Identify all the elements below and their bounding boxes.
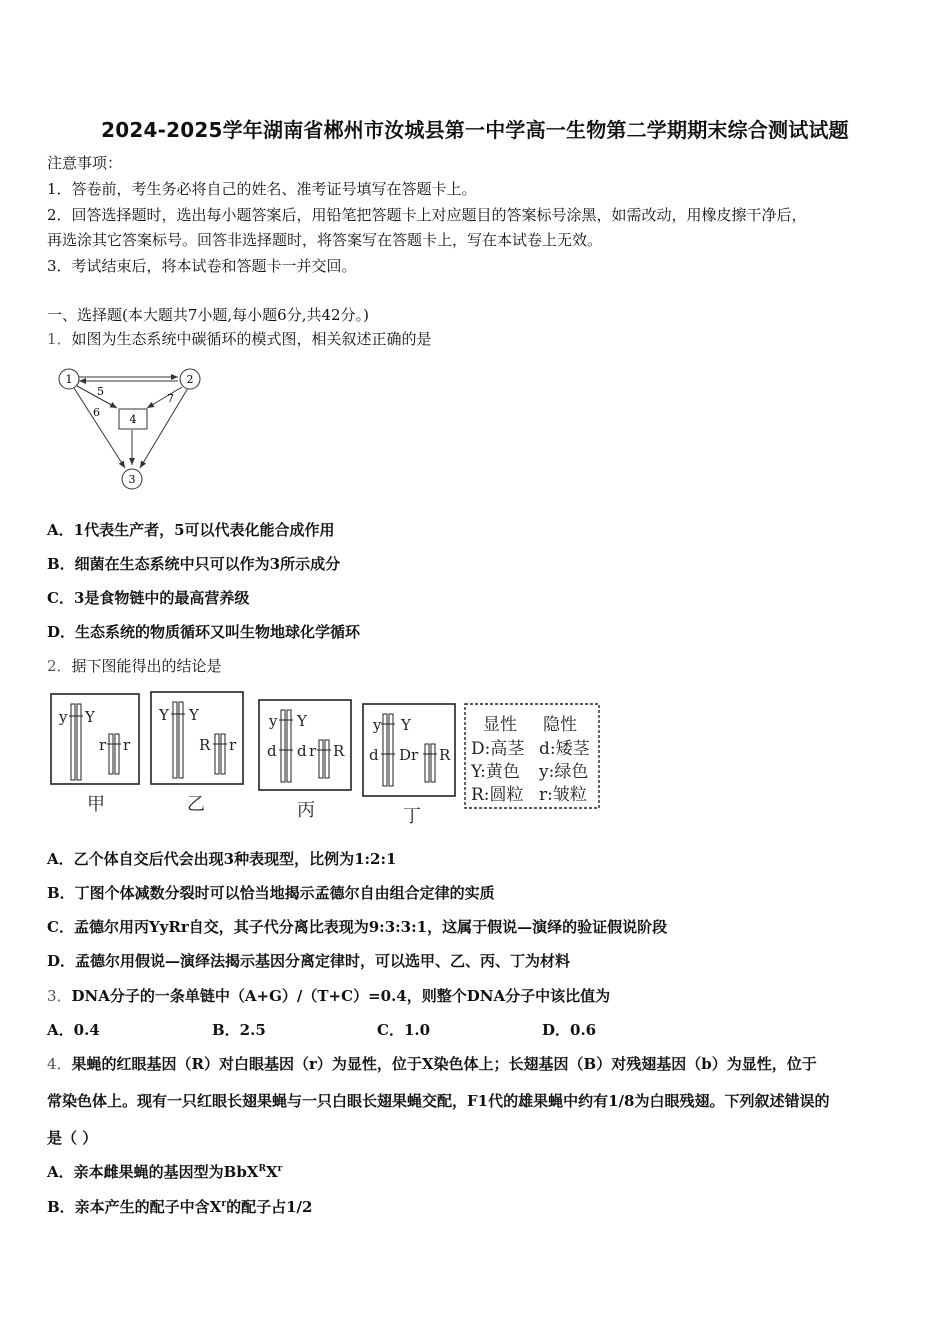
panel-bing-gene-2: Y <box>297 712 307 730</box>
legend-recessive-header: 隐性 <box>543 715 577 735</box>
notice-item-2: 2．回答选择题时，选出每小题答案后，用铅笔把答题卡上对应题目的答案标号涂黑，如需改动，用橡皮擦干净后， <box>47 206 807 224</box>
panel-jia <box>51 694 139 815</box>
q4-option-b-suffix: 的配子占1/2 <box>226 1198 313 1216</box>
panel-ding-gene-1: y <box>373 716 382 734</box>
question-2-stem <box>47 655 222 676</box>
panel-jia-label: 甲 <box>87 794 105 815</box>
section-heading: 一、选择题(本大题共7小题,每小题6分,共42分。) <box>47 306 369 324</box>
q4-option-a-sup-2: r <box>277 1164 283 1174</box>
legend-row-1-dominant: D:高茎 <box>471 739 525 759</box>
q4-option-a-sup-1: R <box>258 1164 266 1174</box>
panel-yi <box>151 692 243 815</box>
q4-option-a[interactable] <box>47 1161 282 1182</box>
legend-row-3-dominant: R:圆粒 <box>471 785 524 805</box>
panel-jia-gene-1: y <box>59 708 68 726</box>
panel-yi-gene-4: r <box>229 736 237 754</box>
q1-option-d[interactable]: D．生态系统的物质循环又叫生物地球化学循环 <box>47 623 361 641</box>
panel-jia-gene-4: r <box>123 736 131 754</box>
panel-yi-label: 乙 <box>187 794 205 815</box>
legend-row-2-recessive: y:绿色 <box>539 762 589 782</box>
panel-bing <box>259 700 351 821</box>
arrow-label-6: 6 <box>93 406 100 419</box>
panel-bing-gene-3: d <box>267 742 277 760</box>
question-1-text: 如图为生态系统中碳循环的模式图，相关叙述正确的是 <box>71 330 432 348</box>
q2-option-b[interactable]: B．丁图个体减数分裂时可以恰当地揭示孟德尔自由组合定律的实质 <box>47 884 495 902</box>
q3-option-a[interactable]: A．0.4 <box>47 1021 100 1039</box>
q4-option-a-text: A．亲本雌果蝇的基因型为BbX <box>47 1163 259 1181</box>
node-4-label: 4 <box>129 413 137 426</box>
arrow-label-5: 5 <box>97 385 104 398</box>
panel-bing-gene-6: R <box>333 742 345 760</box>
carbon-cycle-diagram <box>47 358 217 498</box>
panel-yi-gene-3: R <box>199 736 211 754</box>
question-4-number: 4． <box>47 1055 72 1073</box>
node-2-label: 2 <box>186 373 194 386</box>
panel-ding-gene-4: Dr <box>399 746 419 764</box>
panel-yi-gene-1: Y <box>159 706 169 724</box>
panel-jia-gene-2: Y <box>85 708 95 726</box>
panel-ding-gene-5: R <box>439 746 451 764</box>
legend-row-3-recessive: r:皱粒 <box>539 785 587 805</box>
arrow-2-to-4 <box>147 387 182 408</box>
gene-legend <box>465 704 599 808</box>
question-4-stem-line-2: 常染色体上。现有一只红眼长翅果蝇与一只白眼长翅果蝇交配，F1代的雄果蝇中约有1/8为白眼残翅。下列叙述错误的 <box>47 1092 830 1110</box>
node-3-label: 3 <box>128 473 136 486</box>
question-3-text: DNA分子的一条单链中（A+G）/（T+C）=0.4，则整个DNA分子中该比值为 <box>71 987 611 1005</box>
panel-yi-gene-2: Y <box>189 706 199 724</box>
q4-option-b-sup: r <box>221 1199 227 1209</box>
q3-option-c[interactable]: C．1.0 <box>377 1021 431 1039</box>
q4-option-a-mid: X <box>265 1163 278 1181</box>
q4-option-b-text: B．亲本产生的配子中含X <box>47 1198 222 1216</box>
legend-row-2-dominant: Y:黄色 <box>471 762 520 782</box>
q2-option-c[interactable]: C．孟德尔用丙YyRr自交，其子代分离比表现为9:3:3:1，这属于假说—演绎的验证假说阶段 <box>47 918 668 936</box>
notice-heading: 注意事项： <box>47 154 123 172</box>
panel-bing-gene-1: y <box>269 712 278 730</box>
question-4-stem-line-3: 是（ ） <box>47 1129 98 1147</box>
node-1-label: 1 <box>65 373 73 386</box>
question-1-number: 1． <box>47 330 72 348</box>
panel-bing-gene-4: d <box>297 742 307 760</box>
panel-bing-label: 丙 <box>297 800 315 821</box>
q1-option-c[interactable]: C．3是食物链中的最高营养级 <box>47 589 250 607</box>
panel-ding-gene-3: d <box>369 746 379 764</box>
legend-dominant-header: 显性 <box>483 715 517 735</box>
question-2-text: 据下图能得出的结论是 <box>71 657 222 675</box>
question-2-number: 2． <box>47 657 72 675</box>
panel-ding-gene-2: Y <box>401 716 411 734</box>
page-title: 2024-2025学年湖南省郴州市汝城县第一中学高一生物第二学期期末综合测试试题 <box>101 118 849 142</box>
q1-option-b[interactable]: B．细菌在生态系统中只可以作为3所示成分 <box>47 555 341 573</box>
arrow-1-to-3 <box>74 388 125 468</box>
q3-option-b[interactable]: B．2.5 <box>212 1021 266 1039</box>
panel-ding <box>363 704 455 827</box>
notice-item-2-continued: 再选涂其它答案标号。回答非选择题时，将答案写在答题卡上，写在本试卷上无效。 <box>47 231 603 249</box>
q2-option-a[interactable]: A．乙个体自交后代会出现3种表现型，比例为1:2:1 <box>47 850 397 868</box>
arrow-label-7: 7 <box>167 392 174 405</box>
q4-option-b[interactable] <box>47 1196 312 1217</box>
question-4-text-1: 果蝇的红眼基因（R）对白眼基因（r）为显性，位于X染色体上；长翅基因（B）对残翅基因（b）为显性，位于 <box>71 1055 817 1073</box>
panel-ding-label: 丁 <box>403 806 421 827</box>
question-3-stem <box>47 985 610 1006</box>
q3-option-d[interactable]: D．0.6 <box>542 1021 597 1039</box>
question-3-number: 3． <box>47 987 72 1005</box>
panel-bing-gene-5: r <box>309 742 317 760</box>
q2-option-d[interactable]: D．孟德尔用假说—演绎法揭示基因分离定律时，可以选甲、乙、丙、丁为材料 <box>47 952 571 970</box>
legend-row-1-recessive: d:矮茎 <box>539 739 590 759</box>
notice-item-3: 3．考试结束后，将本试卷和答题卡一并交回。 <box>47 257 357 275</box>
notice-item-1: 1．答卷前，考生务必将自己的姓名、准考证号填写在答题卡上。 <box>47 180 477 198</box>
question-4-stem-line-1 <box>47 1053 817 1074</box>
chromosome-diagram <box>47 688 607 830</box>
panel-jia-gene-3: r <box>99 736 107 754</box>
q1-option-a[interactable]: A．1代表生产者，5可以代表化能合成作用 <box>47 521 335 539</box>
question-1-stem <box>47 328 432 349</box>
